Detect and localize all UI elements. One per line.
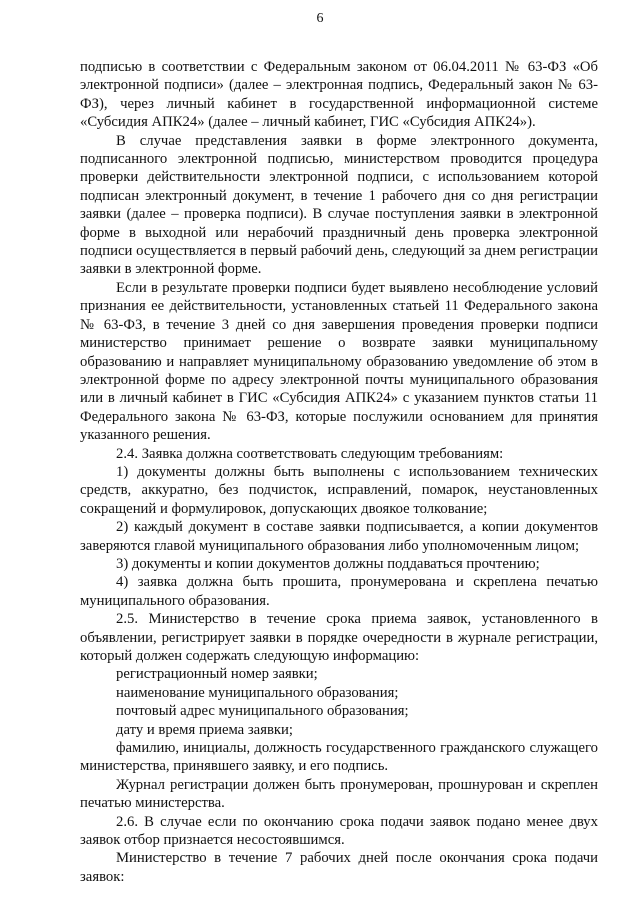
- journal-field-postal-address: почтовый адрес муниципального образования;: [116, 703, 409, 720]
- requirement-4: 4) заявка должна быть прошита, пронумерована и скреплена печатью муниципального образования.: [80, 574, 598, 609]
- journal-field-reg-number: регистрационный номер заявки;: [116, 666, 318, 683]
- paragraph-intro-signature: подписью в соответствии с Федеральным законом от 06.04.2011 № 63-ФЗ «Об электронной подписи» (далее – электронная подпись, Федеральный закон № 63-ФЗ), через личный кабинет в государственной информационной системе «Субсидия АПК24» (далее – личный кабинет, ГИС «Субсидия АПК24»).: [80, 59, 598, 131]
- paragraph-2-6: 2.6. В случае если по окончанию срока подачи заявок подано менее двух заявок отбор признается несостоявшимся.: [80, 813, 598, 849]
- journal-field-date-time: дату и время приема заявки;: [116, 721, 293, 738]
- requirement-1: 1) документы должны быть выполнены с использованием технических средств, аккуратно, без подчисток, исправлений, помарок, неустановленных сокращений и формулировок, допускающих двоякое толкование;: [80, 463, 598, 517]
- paragraph-signature-check: В случае представления заявки в форме электронного документа, подписанного электронной подписью, министерством проводится процедура проверки действительности электронной подписи, с использованием которой подписан электронный документ, в течение 1 рабочего дня со дня регистрации заявки (далее – проверка подписи). В случае поступления заявки в электронной форме в выходной или нерабочий праздничный день проверка электронной подписи осуществляется в первый рабочий день, следующий за днем регистрации заявки в электронной форме.: [80, 132, 598, 278]
- paragraph-2-5: 2.5. Министерство в течение срока приема заявок, установленного в объявлении, регистрирует заявки в порядке очередности в журнале регистрации, который должен содержать следующую информацию:: [80, 611, 598, 664]
- paragraph-2-4-heading: 2.4. Заявка должна соответствовать следующим требованиям:: [116, 445, 504, 462]
- paragraph-journal-sealed: Журнал регистрации должен быть пронумерован, прошнурован и скреплен печатью министерства.: [80, 776, 598, 812]
- requirement-3: 3) документы и копии документов должны поддаваться прочтению;: [116, 555, 540, 572]
- paragraph-ministry-7-days: Министерство в течение 7 рабочих дней после окончания срока подачи заявок:: [80, 850, 598, 885]
- journal-field-municipality-name: наименование муниципального образования;: [116, 684, 399, 701]
- page-number: 6: [316, 11, 324, 26]
- requirement-2: 2) каждый документ в составе заявки подписывается, а копии документов заверяются главой муниципального образования либо уполномоченным лицом;: [80, 519, 598, 554]
- paragraph-signature-invalid: Если в результате проверки подписи будет выявлено несоблюдение условий признания ее действительности, установленных статьей 11 Федерального закона № 63-ФЗ, в течение 3 дней со дня завершения проведения проверки подписи министерство принимает решение о возврате заявки муниципальному образованию и направляет муниципальному образованию уведомление об этом в электронной форме по адресу электронной почты муниципального образования или в личный кабинет в ГИС «Субсидия АПК24» с указанием пунктов статьи 11 Федерального закона № 63-ФЗ, которые послужили основанием для принятия указанного решения.: [80, 279, 598, 444]
- journal-field-employee: фамилию, инициалы, должность государственного гражданского служащего министерства, принявшего заявку, и его подпись.: [80, 740, 598, 775]
- document-body: [80, 58, 598, 886]
